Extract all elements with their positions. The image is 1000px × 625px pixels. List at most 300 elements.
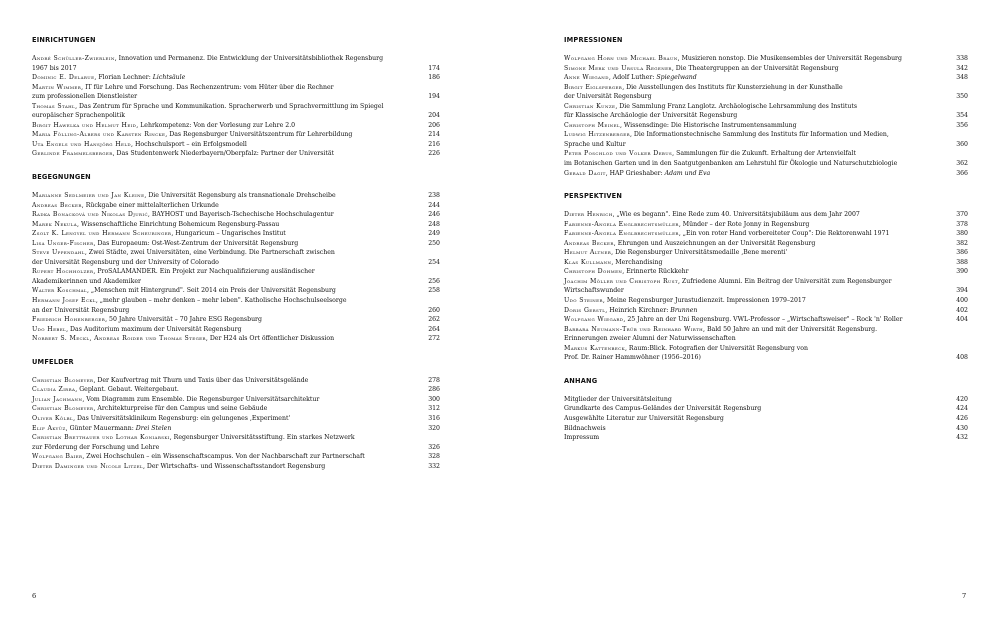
entry-title: , Architekturpreise für den Campus und seine Gebäude [93,405,268,413]
entry-title-italic: Brunnen [670,306,698,314]
entry-page-number: 424 [956,405,968,413]
entry-title-line2: für Klassische Archäologie der Universität Regensburg [564,112,738,120]
entry-title-italic: Spiegelwand [656,74,697,82]
entry-page-number: 332 [428,462,440,470]
entry-title: , Die Theatergruppen an der Universität Regensburg [671,64,839,72]
entry-text [564,149,944,168]
entry-text [32,462,416,472]
entry-author: Gerald Dagit [564,169,606,177]
section-heading: EINRICHTUNGEN [32,36,96,44]
entry-page-number: 390 [956,268,968,276]
entry-title: , Sammlungen für die Zukunft. Erhaltung der Artenvielfalt [672,150,856,158]
section-gap [32,46,440,54]
entry-page-number: 360 [956,140,968,148]
entry-title-italic: Drei Stelen [135,424,172,432]
entry-page-number: 286 [428,386,440,394]
entry-title: , „Ein von roter Hand vorbereiteter Coup": Die Rektorenwahl 1971 [678,230,890,238]
entry-title: , Innovation und Permanenz. Die Entwicklung der Universitätsbibliothek Regensburg [114,55,384,62]
entry-author: Elif Akyüz [32,424,66,432]
entry-author: Fabienne-Angela Englbrechtsmüller [564,220,679,228]
toc-entry [564,306,968,316]
section-gap [32,368,440,376]
entry-title: , Ehrungen und Auszeichnungen an der Universität Regensburg [613,239,816,247]
entry-author: Christian Kunze [564,102,616,110]
entry-title: , Wissenschaftliche Einrichtung Bohemicum Regensburg-Passau [77,220,280,228]
entry-author: Dieter Henrich [564,211,613,219]
entry-title: Impressum [564,434,600,442]
entry-page-number: 272 [428,335,440,343]
entry-author: Julian Jachmann [32,395,83,403]
toc-entry [564,239,968,249]
entry-title: , Florian Lechner: [94,74,153,82]
entry-author: Wolfgang Wiegard [564,316,624,324]
entry-author: Lisa Unger-Fischer [32,239,94,247]
entry-page-number: 420 [956,395,968,403]
entry-author: Helmut Altner [564,249,612,257]
toc-entry [564,424,968,434]
entry-title: , Wissensdinge: Die Historische Instrumentensammlung [619,121,797,129]
toc-entry [32,296,440,315]
toc-entry [564,130,968,149]
entry-page-number: 214 [428,131,440,139]
entry-text [32,210,416,220]
toc-entry [32,433,440,452]
entry-text [564,306,944,316]
toc-entry [32,248,440,267]
entry-text [32,121,416,131]
entry-text [32,201,416,211]
toc-entry [32,210,440,220]
entry-title-line2: Wirtschaftswunder [564,287,624,295]
toc-entry [32,315,440,325]
entry-author: Christoph Meinel [564,121,620,129]
entry-author: Walter Koschmal [32,287,87,295]
entry-page-number: 404 [956,316,968,324]
entry-author: Ludwig Hitzenberger [564,131,630,139]
entry-title: , Münder – der Rote Jonny in Regensburg [678,220,810,228]
entry-text [32,325,416,335]
entry-author: Andreas Becker [564,239,614,247]
toc-entry [32,140,440,150]
toc-entry [32,239,440,249]
entry-page-number: 402 [956,306,968,314]
entry-page-number: 206 [428,121,440,129]
entry-title: , Meine Regensburger Jurastudienzeit. Impressionen 1979–2017 [602,297,806,305]
entry-text [564,404,944,414]
entry-title: , Das Zentrum für Sprache und Kommunikation. Spracherwerb und Sprachvermittlung im Spiegel [75,102,384,110]
entry-title-italic: Lichtsäule [152,74,186,82]
entry-page-number: 362 [956,160,968,168]
entry-page-number: 244 [428,201,440,209]
entry-text [564,169,944,179]
entry-title: , ProSALAMANDER. Ein Projekt zur Nachqualifizierung ausländischer [93,268,315,276]
entry-title: , HAP Grieshaber: [605,169,665,177]
toc-entry [564,433,968,443]
entry-page-number: 248 [428,220,440,228]
entry-author: Peter Poschlod und Volker Debus [564,150,673,158]
entry-text [32,220,416,230]
entry-title: , „Wie es begann". Eine Rede zum 40. Universitätsjubiläum aus dem Jahr 2007 [612,211,860,219]
entry-page-number: 256 [428,277,440,285]
entry-title: , Die Sammlung Franz Langlotz. Archäologische Lehrsammlung des Instituts [615,102,858,110]
entry-page-number: 246 [428,211,440,219]
entry-text [564,220,944,230]
entry-title: , Rückgabe einer mittelalterlichen Urkunde [81,201,219,209]
entry-page-number: 356 [956,121,968,129]
entry-text [564,239,944,249]
right-page [500,0,1000,625]
entry-author: Birgit Eiglsperger [564,83,623,91]
entry-title: , Die Universität Regensburg als transnationale Drehscheibe [144,192,336,200]
entry-title: , Das Europaeum: Ost-West-Zentrum der Universität Regensburg [93,239,299,247]
toc-entry [32,385,440,395]
entry-author: Birgit Hawelka und Helmut Heid [32,121,137,129]
toc-entry [564,414,968,424]
entry-page-number: 400 [956,297,968,305]
entry-text [32,54,416,73]
entry-text [32,73,416,83]
entry-page-number: 238 [428,192,440,200]
toc-entry [32,325,440,335]
entry-title: , Die Regensburger Universitätsmedaille ‚Bene merenti' [611,249,788,257]
entry-page-number: 366 [956,169,968,177]
entry-text [32,404,416,414]
entry-title-line2: der Universität Regensburg und der University of Colorado [32,258,219,266]
entry-author: Christian Bretthauer und Lothar Koniarski [32,434,170,442]
entry-text [32,149,416,159]
entry-author: Friedrich Hohenberger [32,316,106,324]
entry-page-number: 186 [428,74,440,82]
entry-title-line2: der Universität Regensburg [564,93,652,101]
toc-entry [32,130,440,140]
entry-page-number: 354 [956,112,968,120]
entry-text [564,229,944,239]
toc-entry [32,220,440,230]
toc-entry [564,258,968,268]
entry-page-number: 382 [956,239,968,247]
entry-title: , Das Universitätsklinikum Regensburg: ein gelungenes ‚Experiment' [73,414,291,422]
entry-page-number: 426 [956,414,968,422]
entry-text [32,376,416,386]
toc-entry [32,73,440,83]
entry-author: Udo Hebel [32,325,67,333]
entry-page-number: 388 [956,258,968,266]
toc-entry [32,83,440,102]
toc-entry [564,210,968,220]
entry-text [564,315,944,325]
toc-entry [564,315,968,325]
entry-author: André Schüller-Zwierlein [32,55,115,62]
entry-title: Grundkarte des Campus-Geländes der Universität Regensburg [564,405,762,413]
toc-entry [564,404,968,414]
section-gap [32,183,440,191]
toc-entry [32,424,440,434]
toc-entry [564,64,968,74]
entry-text [564,325,944,344]
toc-entry [564,344,968,363]
entry-text [564,424,944,434]
toc-entry [564,83,968,102]
entry-text [32,395,416,405]
toc-entry [32,395,440,405]
page-number-left: 6 [32,592,37,600]
toc-entry [32,54,440,73]
entry-author: Uta Engels und Hansjörg Held [32,140,132,148]
entry-author: Thomas Stahl [32,102,76,110]
entry-author: Wolfgang Baier [32,453,83,461]
toc-entry [32,376,440,386]
entry-title-line2: Sprache und Kultur [564,140,626,148]
entry-title-line2: zum professionellen Dienstleister [32,93,138,101]
entry-title: , Der Kaufvertrag mit Thurn und Taxis über das Universitätsgelände [93,376,309,384]
section-gap [564,202,968,210]
toc-entry [564,395,968,405]
entry-text [564,210,944,220]
entry-title: , Adolf Luther: [608,74,657,82]
entry-text [32,315,416,325]
toc-entry [564,121,968,131]
section-heading: IMPRESSIONEN [564,36,623,44]
entry-author: Maria Fölling-Albers und Karsten Rincke [32,131,166,139]
entry-text [564,121,944,131]
entry-page-number: 394 [956,287,968,295]
entry-page-number: 254 [428,258,440,266]
entry-title: , Hungaricum – Ungarisches Institut [171,230,286,238]
entry-title: , Die Informationstechnische Sammlung des Instituts für Information und Medien, [629,131,889,139]
entry-title: , Geplant. Gebaut. Weitergebaut. [75,386,179,394]
entry-page-number: 380 [956,230,968,238]
entry-text [564,102,944,121]
toc-entry [564,229,968,239]
entry-author: Gerlinde Frammelsberger [32,150,113,158]
entry-page-number: 174 [428,64,440,72]
toc-entry [564,54,968,64]
entry-title-line2: zur Förderung der Forschung und Lehre [32,443,160,451]
toc-entry [32,149,440,159]
toc-entry [564,169,968,179]
toc-entry [32,201,440,211]
entry-title: , Das Studentenwerk Niederbayern/Oberpfalz: Partner der Universität [112,150,335,158]
entry-page-number: 350 [956,93,968,101]
entry-author: Steve Uppendahl [32,249,85,257]
entry-text [564,267,944,277]
entry-title: , Erinnerte Rückkehr [622,268,689,276]
entry-text [32,414,416,424]
entry-text [32,239,416,249]
entry-author: Oliver Kölbl [32,414,74,422]
entry-page-number: 328 [428,453,440,461]
section-gap [32,159,440,171]
entry-text [32,229,416,239]
entry-title: , Das Auditorium maximum der Universität Regensburg [66,325,242,333]
entry-title: , Merchandising [611,258,663,266]
toc-entry [564,325,968,344]
entry-page-number: 260 [428,306,440,314]
entry-author: Dieter Daminger und Nicole Litzel [32,462,143,470]
entry-title-line2: Prof. Dr. Rainer Hammwöhner (1956–2016) [564,354,701,362]
entry-text [564,83,944,102]
toc-entry [564,277,968,296]
toc-entry [564,73,968,83]
entry-page-number: 262 [428,316,440,324]
entry-title-line2: 1967 bis 2017 [32,64,77,72]
entry-title: , Der Wirtschafts- und Wissenschaftsstandort Regensburg [142,462,326,470]
toc-entry [564,267,968,277]
entry-author: Fabienne-Angela Englbrechtsmüller [564,230,679,238]
entry-title: , Der H24 als Ort öffentlicher Diskussion [205,335,335,343]
entry-page-number: 258 [428,287,440,295]
entry-title-line2: an der Universität Regensburg [32,306,130,314]
entry-text [564,277,944,296]
entry-page-number: 348 [956,74,968,82]
toc-entry [564,248,968,258]
entry-author: Andreas Becker [32,201,82,209]
entry-author: Claudia Zirra [32,386,76,394]
entry-author: Joachim Möller und Christoph Rust [564,277,678,285]
entry-text [32,191,416,201]
entry-page-number: 430 [956,424,968,432]
entry-author: Doris Gerstl [564,306,606,314]
entry-title: , 50 Jahre Universität – 70 Jahre ESG Regensburg [105,316,262,324]
entry-title: , Zwei Hochschulen – ein Wissenschaftscampus. Von der Nachbarschaft zur Partnerschaft [82,453,365,461]
entry-page-number: 386 [956,249,968,257]
entry-title: , Musizieren nonstop. Die Musikensembles der Universität Regensburg [677,55,902,62]
entry-author: Marek Nekula [32,220,78,228]
entry-text [32,424,416,434]
entry-author: Martin Wimmer [32,83,82,91]
entry-text [32,452,416,462]
entry-author: Rupert Hochholzer [32,268,94,276]
entry-title: , IT für Lehre und Forschung. Das Rechenzentrum: vom Hüter über die Rechner [81,83,334,91]
entry-title: , Zwei Städte, zwei Universitäten, eine Verbindung. Die Partnerschaft zwischen [84,249,335,257]
entry-page-number: 312 [428,405,440,413]
entry-page-number: 316 [428,414,440,422]
entry-title: , Das Regensburger Universitätszentrum für Lehrerbildung [165,131,353,139]
entry-text [32,102,416,121]
section-heading: PERSPEKTIVEN [564,192,623,201]
entry-title: Bildnachweis [564,424,606,432]
entry-text [564,344,944,363]
entry-text [32,248,416,267]
entry-author: Norbert S. Meckl, Andreas Roider und Thomas Steger [32,335,206,343]
entry-author: Markus Kattenbeck [564,344,625,352]
entry-author: Christian Blomeyer [32,405,94,413]
section-heading: BEGEGNUNGEN [32,173,91,182]
entry-page-number: 378 [956,220,968,228]
entry-author: Hermann Josef Eckl [32,297,96,305]
toc-entry [32,452,440,462]
entry-page-number: 432 [956,434,968,442]
entry-author: Zsolt K. Lengyel und Hermann Scheuringer [32,230,172,238]
section-gap [564,46,968,54]
entry-text [564,73,944,83]
entry-page-number: 216 [428,140,440,148]
entry-author: Wolfgang Horn und Michael Braun [564,55,678,62]
entry-page-number: 204 [428,112,440,120]
entry-author: Udo Steiner [564,297,603,305]
entry-title: , Zufriedene Alumni. Ein Beitrag der Universität zum Regensburger [678,277,892,285]
section-gap [564,363,968,375]
entry-page-number: 249 [428,230,440,238]
entry-title-line2: Akademikerinnen und Akademiker [32,277,141,285]
section-heading: ANHANG [564,376,598,385]
entry-author: Simone Merk und Ursula Regener [564,64,672,72]
entry-page-number: 342 [956,64,968,72]
entry-text [564,248,944,258]
entry-title: Ausgewählte Literatur zur Universität Regensburg [564,414,724,422]
section-gap [564,387,968,395]
entry-text [32,385,416,395]
entry-page-number: 194 [428,93,440,101]
toc-entry [32,267,440,286]
entry-author: Klas Kullmann [564,258,612,266]
entry-title: , Heinrich Kirchner: [605,306,671,314]
entry-title-line2: Erinnerungen zweier Alumni der Naturwissenschaften [564,335,736,343]
toc-entry [564,220,968,230]
entry-author: Christian Blomeyer [32,376,94,384]
entry-page-number: 278 [428,376,440,384]
entry-page-number: 250 [428,239,440,247]
entry-page-number: 338 [956,55,968,62]
toc-entry [32,121,440,131]
entry-text [32,130,416,140]
section-heading: UMFELDER [32,357,74,366]
entry-author: Christoph Dohmen [564,268,623,276]
toc-left-column [32,34,440,471]
entry-text [32,83,416,102]
toc-entry [564,296,968,306]
entry-title-italic: Adam und Eva [664,169,711,177]
entry-text [564,130,944,149]
entry-title: , Günter Mauermann: [65,424,136,432]
entry-text [564,258,944,268]
entry-page-number: 370 [956,211,968,219]
entry-text [564,414,944,424]
toc-entry [32,191,440,201]
toc-entry [32,462,440,472]
toc-entry [32,286,440,296]
entry-author: Marianne Sedlmeier und Jan Kleine [32,192,145,200]
entry-title: , BAYHOST und Bayerisch-Tschechische Hochschulagentur [147,211,334,219]
entry-text [564,395,944,405]
entry-title: , 25 Jahre an der Uni Regensburg. VWL-Professor – „Wirtschaftsweiser" – Rock 'n' Roller [623,316,903,324]
entry-title: , Hochschulsport – ein Erfolgsmodell [131,140,247,148]
entry-author: Radka Bonacková und Nikolas Djurić [32,211,148,219]
entry-page-number: 300 [428,395,440,403]
entry-title: , „mehr glauben – mehr denken – mehr leben". Katholische Hochschulseelsorge [95,297,347,305]
entry-title: Mitglieder der Universitätsleitung [564,395,672,403]
entry-text [564,54,944,64]
section-gap [564,178,968,190]
entry-text [564,296,944,306]
entry-title-line2: im Botanischen Garten und in den Saatgutgenbanken am Lehrstuhl für Ökologie und Naturschutzbiologie [564,160,898,168]
toc-entry [32,334,440,344]
entry-page-number: 264 [428,325,440,333]
entry-text [564,433,944,443]
entry-page-number: 326 [428,443,440,451]
entry-text [564,64,944,74]
toc-entry [32,404,440,414]
entry-author: Dominic E. Delarue [32,74,95,82]
entry-title-line2: europäischer Sprachenpolitik [32,112,125,120]
toc-entry [32,102,440,121]
entry-text [32,296,416,315]
toc-entry [32,229,440,239]
toc-entry [32,414,440,424]
section-gap [32,344,440,356]
entry-text [32,433,416,452]
entry-author: Anne Wiegand [564,74,609,82]
